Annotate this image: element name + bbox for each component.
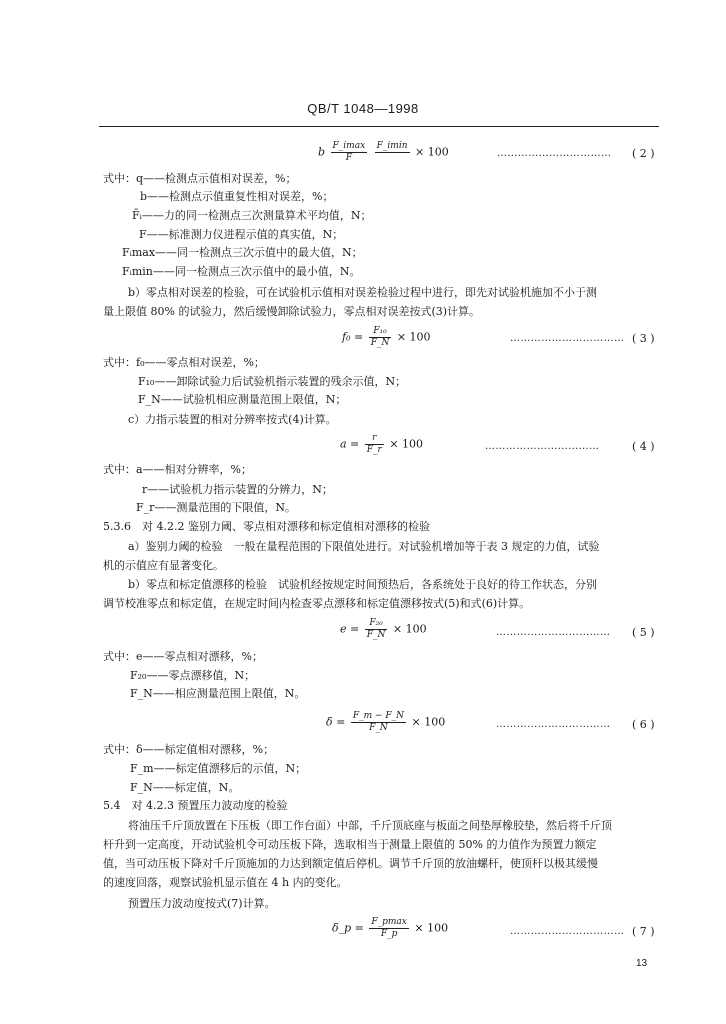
- def-line: F_N——试验机相应测量范围上限值，N；: [138, 393, 347, 406]
- formula-3-dots: ……………………………: [510, 333, 625, 344]
- section-5-3-6-title: 5.3.6 对 4.2.2 鉴别力阈、零点相对漂移和标定值相对漂移的检验: [103, 520, 430, 533]
- def-line: F_r——测量范围的下限值，N。: [136, 501, 297, 514]
- page-number: 13: [636, 958, 648, 969]
- standard-header: QB/T 1048—1998: [307, 101, 419, 116]
- formula-5: e = $\frac{\text{F₂₀}}{F\_N}$ × 100: [340, 618, 427, 640]
- formula-6: δ = $\frac{F\_m - F\_N}{F\_N}$ × 100: [326, 711, 446, 733]
- formula-4: a = $\frac{r}{F\_r}$ × 100: [340, 433, 424, 455]
- def-line: F_N——标定值，N。: [130, 781, 240, 794]
- formula-7-dots: ……………………………: [510, 926, 625, 937]
- formula-5-dots: ……………………………: [496, 627, 611, 638]
- header-rule: [99, 126, 659, 127]
- def-line: b——检测点示值重复性相对误差，%；: [140, 190, 334, 203]
- formula-6-dots: ……………………………: [496, 719, 611, 730]
- def-line: F̄ᵢ——力的同一检测点三次测量算术平均值，N；: [132, 209, 372, 222]
- formula-4-dots: ……………………………: [485, 441, 600, 452]
- formula-3-number: ( 3 ): [632, 332, 655, 345]
- paragraph-b-line-1: b）零点相对误差的检验，可在试验机示值相对误差检验过程中进行，即先对试验机施加不小于测: [128, 286, 598, 299]
- section-5-4-title: 5.4 对 4.2.3 预置压力波动度的检验: [103, 799, 288, 812]
- formula-7-number: ( 7 ): [632, 925, 655, 938]
- def-line: Fᵢmax——同一检测点三次示值中的最大值，N；: [122, 246, 363, 259]
- formula-4-number: ( 4 ): [632, 440, 655, 453]
- paragraph-54-line-4: 的速度回落，观察试验机显示值在 4 h 内的变化。: [103, 876, 348, 889]
- def-line: F_N——相应测量范围上限值，N。: [130, 687, 306, 700]
- paragraph-536-b-2: 调节校准零点和标定值，在规定时间内检查零点漂移和标定值漂移按式(5)和式(6)计算。: [103, 597, 531, 610]
- paragraph-536-a-1: a）鉴别力阈的检验 一般在量程范围的下限值处进行。对试验机增加等于表 3 规定的力值，试验: [128, 540, 600, 553]
- def-line: F——标准测力仪进程示值的真实值，N；: [139, 228, 344, 241]
- def-line: F₁₀——卸除试验力后试验机指示装置的残余示值，N；: [138, 375, 407, 388]
- formula-2-times: × 100: [415, 145, 449, 159]
- formula-2-dots: ……………………………: [497, 148, 612, 159]
- def-line: Fᵢmin——同一检测点三次示值中的最小值，N。: [122, 265, 361, 278]
- formula-2-frac-2: F_imin: [376, 141, 408, 151]
- def-line: 式中：δ——标定值相对漂移，%；: [103, 743, 275, 756]
- formula-2-frac-1: $\frac{F\_imax}{F}$: [332, 141, 366, 163]
- paragraph-b-line-2: 量上限值 80% 的试验力，然后缓慢卸除试验力，零点相对误差按式(3)计算。: [103, 305, 481, 318]
- def-line: 式中：e——零点相对漂移，%；: [103, 650, 263, 663]
- formula-3: f₀ = $\frac{\text{F₁₀}}{F\_N}$ × 100: [342, 326, 431, 348]
- def-line: F_m——标定值漂移后的示值，N；: [130, 762, 307, 775]
- def-line: F₂₀——零点漂移值，N；: [130, 669, 256, 682]
- formula-2-number: ( 2 ): [632, 147, 655, 160]
- paragraph-536-a-2: 机的示值应有显著变化。: [103, 559, 224, 572]
- def-line: r——试验机力指示装置的分辨力，N；: [142, 483, 333, 496]
- def-line: 式中：q——检测点示值相对误差，%；: [103, 172, 297, 185]
- def-line: 式中：f₀——零点相对误差，%；: [103, 356, 265, 369]
- paragraph-c: c）力指示装置的相对分辨率按式(4)计算。: [128, 413, 337, 426]
- formula-2-lhs: b: [318, 145, 326, 159]
- formula-5-number: ( 5 ): [632, 626, 655, 639]
- formula-7: δ_p = $\frac{F\_pmax}{F\_p}$ × 100: [332, 917, 449, 939]
- paragraph-536-b-1: b）零点和标定值漂移的检验 试验机经按规定时间预热后，各系统处于良好的待工作状态，分别: [128, 578, 598, 591]
- paragraph-54-line-2: 杆升到一定高度，开动试验机令可动压板下降，选取相当于测量上限值的 50% 的力值作为预置力额定: [103, 838, 597, 851]
- def-line: 式中：a——相对分辨率，%；: [103, 463, 253, 476]
- formula-6-number: ( 6 ): [632, 718, 655, 731]
- paragraph-54-line-1: 将油压千斤顶放置在下压板（即工作台面）中部，千斤顶底座与板面之间垫厚橡胶垫，然后将千斤顶: [128, 819, 612, 832]
- paragraph-54-line-3: 值，当可动压板下降对千斤顶施加的力达到额定值后停机。调节千斤顶的放油螺杆，使顶杆以极其缓慢: [103, 857, 598, 870]
- formula-7-intro: 预置压力波动度按式(7)计算。: [128, 897, 276, 910]
- formula-2: [318, 141, 449, 164]
